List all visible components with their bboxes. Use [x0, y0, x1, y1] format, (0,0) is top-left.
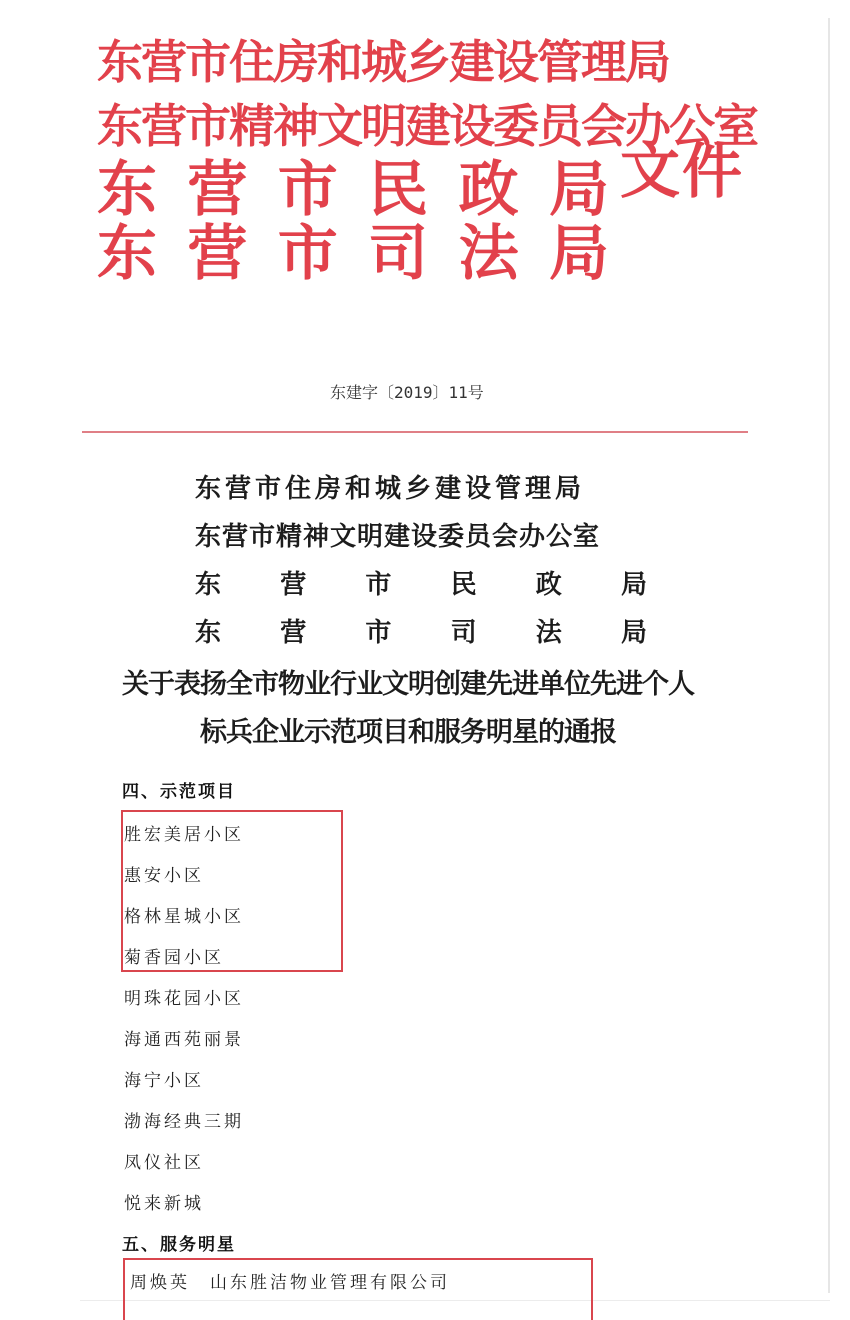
character: 局 [548, 155, 609, 225]
character: 民 [368, 155, 429, 225]
list-item: 悦来新城 [124, 1194, 204, 1214]
list-item: 菊香园小区 [124, 948, 224, 968]
list-item: 明珠花园小区 [124, 989, 244, 1009]
character: 营 [187, 219, 248, 289]
service-star-row [130, 1268, 450, 1293]
section-title-service-stars: 五、服务明星 [122, 1235, 236, 1255]
heading-issuer-2: 东营市精神文明建设委员会办公室 [195, 522, 601, 552]
heading-issuer-3 [195, 564, 647, 601]
character: 营 [280, 570, 307, 600]
heading-title-line-2: 标兵企业示范项目和服务明星的通报 [200, 717, 616, 748]
document-number: 东建字〔2019〕11号 [330, 383, 484, 402]
list-item: 渤海经典三期 [124, 1112, 244, 1132]
character: 局 [548, 219, 609, 289]
issuer-housing-bureau: 东营市住房和城乡建设管理局 [97, 35, 669, 89]
character: 政 [535, 570, 562, 600]
heading-title-line-1: 关于表扬全市物业行业文明创建先进单位先进个人 [122, 669, 694, 700]
service-star-company: 山东胜洁物业管理有限公司 [210, 1273, 450, 1293]
character: 法 [458, 219, 519, 289]
character: 法 [535, 618, 562, 648]
page-edge [828, 18, 830, 1293]
list-item: 惠安小区 [124, 866, 204, 886]
character: 东 [97, 155, 157, 225]
character: 司 [368, 219, 429, 289]
character: 东 [195, 570, 222, 600]
character: 营 [280, 618, 307, 648]
character: 营 [187, 155, 248, 225]
character: 市 [277, 219, 338, 289]
character: 政 [458, 155, 519, 225]
document-type-label: 文件 [620, 137, 744, 207]
list-item: 胜宏美居小区 [124, 825, 244, 845]
list-item: 海通西苑丽景 [124, 1030, 244, 1050]
list-item: 格林星城小区 [124, 907, 244, 927]
red-divider [82, 431, 748, 433]
character: 市 [365, 618, 392, 648]
heading-issuer-4 [195, 612, 647, 649]
list-item: 海宁小区 [124, 1071, 204, 1091]
section-title-demo-projects: 四、示范项目 [122, 782, 236, 802]
character: 市 [365, 570, 392, 600]
character: 局 [620, 618, 647, 648]
character: 民 [450, 570, 477, 600]
character: 东 [195, 618, 222, 648]
issuer-justice-bureau [97, 219, 609, 289]
character: 局 [620, 570, 647, 600]
character: 东 [97, 219, 157, 289]
issuer-civilization-office: 东营市精神文明建设委员会办公室 [97, 99, 757, 153]
service-star-name: 周焕英 [130, 1273, 190, 1293]
heading-issuer-1: 东营市住房和城乡建设管理局 [195, 474, 586, 504]
character: 市 [277, 155, 338, 225]
character: 司 [450, 618, 477, 648]
list-item: 凤仪社区 [124, 1153, 204, 1173]
issuer-civil-affairs [97, 155, 609, 225]
